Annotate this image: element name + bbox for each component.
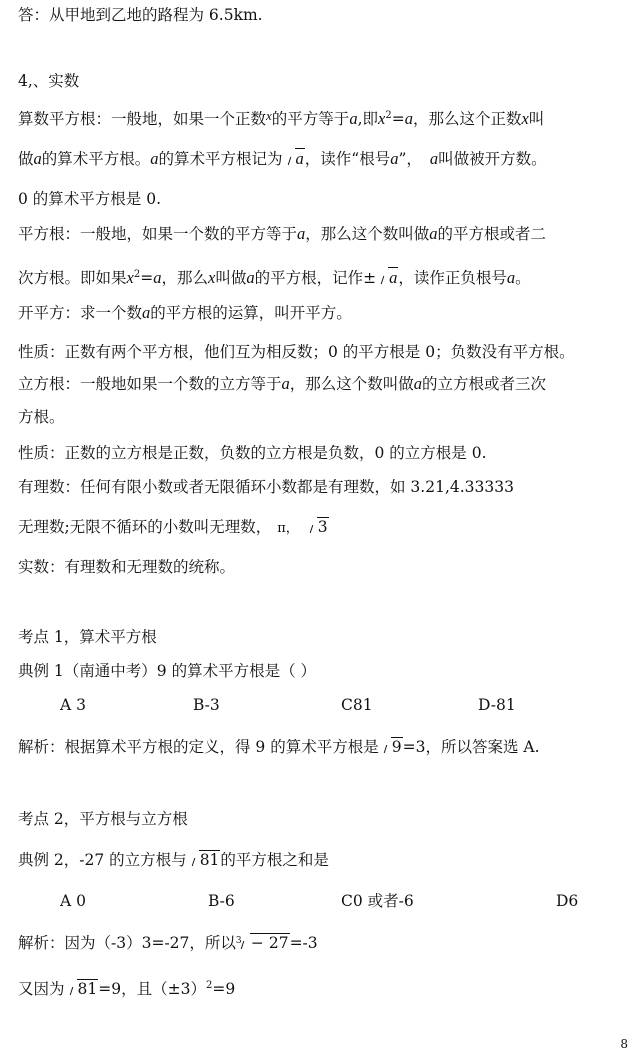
- var: a: [297, 224, 306, 243]
- text: 做: [18, 150, 34, 168]
- radicand: 81: [77, 980, 98, 998]
- var: x: [126, 268, 134, 287]
- text: =-3: [289, 934, 318, 952]
- example-1-option-a: A 3: [60, 696, 86, 714]
- sqrt-symbol: [285, 148, 305, 170]
- text: 平方根：一般地，如果一个数的平方等于: [18, 225, 298, 243]
- var: a: [413, 374, 423, 393]
- var: a: [150, 149, 159, 168]
- text: 立方根：一般地如果一个数的立方等于: [18, 375, 282, 393]
- definition-sqrt-line2: [18, 264, 531, 289]
- sqrt-property-line: 性质：正数有两个平方根，他们互为相反数；0 的平方根是 0；负数没有平方根。: [18, 343, 575, 361]
- root-index: 3: [235, 936, 242, 946]
- sqrt-symbol: [189, 849, 221, 871]
- var: a: [429, 224, 438, 243]
- sqrt-symbol: [67, 978, 99, 1000]
- text: 次方根。即如果: [18, 269, 127, 287]
- example-1-option-d: D-81: [478, 696, 516, 714]
- sqrt-symbol: [307, 516, 329, 538]
- var: x: [266, 108, 272, 123]
- text: ，读作正负根号: [398, 269, 507, 287]
- rational-definition-line: 有理数：任何有限小数或者无限循环小数都是有理数，如 3.21,4.33333: [18, 478, 514, 496]
- text: 叫做: [215, 269, 247, 287]
- text: ，那么: [161, 269, 208, 287]
- text: ，那么这个数叫做: [305, 225, 430, 243]
- definition-arith-sqrt-line2: [18, 148, 547, 170]
- example-2-option-b: B-6: [208, 892, 235, 910]
- example-1-analysis: [18, 736, 540, 758]
- example-1-option-b: B-3: [193, 696, 220, 714]
- text: 的算术平方根记为: [158, 150, 283, 168]
- var: a: [153, 268, 162, 287]
- text: 开平方：求一个数: [18, 304, 143, 322]
- text: ，那么这个正数: [412, 110, 522, 128]
- exponent: 2: [205, 980, 213, 991]
- cbrt-symbol: [235, 932, 290, 954]
- var: a: [506, 268, 516, 287]
- text: 的平方根，记作±: [254, 269, 377, 287]
- text: 的平方根或者二: [437, 225, 547, 243]
- var: a: [281, 374, 290, 393]
- radicand: 3: [317, 518, 328, 536]
- sqrt-symbol: [378, 267, 398, 289]
- sqrt-symbol: [381, 736, 403, 758]
- radicand: 81: [199, 851, 220, 869]
- var: a: [33, 149, 42, 168]
- text: ”，: [398, 150, 422, 168]
- exponent: 2: [133, 269, 141, 280]
- text: ,即: [357, 110, 378, 128]
- text: =9: [212, 980, 236, 998]
- text: =3，所以答案选 A.: [402, 738, 540, 756]
- text: 无理数;无限不循环的小数叫无理数，: [18, 518, 272, 536]
- example-2-option-a: A 0: [60, 892, 86, 910]
- topic-2-heading: 考点 2，平方根与立方根: [18, 810, 188, 828]
- text: 典例 2，-27 的立方根与: [18, 851, 187, 869]
- text: 解析：因为（-3）3=-27，所以: [18, 934, 236, 952]
- example-1-option-c: C81: [341, 696, 373, 714]
- text: 。: [515, 269, 531, 287]
- page-number: 8: [620, 1037, 628, 1051]
- text: ，那么这个数叫做: [289, 375, 414, 393]
- text: 的平方根之和是: [220, 851, 329, 869]
- var: a: [246, 268, 255, 287]
- extraction-definition-line: [18, 302, 352, 324]
- zero-sqrt-line: 0 的算术平方根是 0.: [18, 190, 162, 208]
- definition-arith-sqrt-line1: [18, 105, 544, 130]
- var: a: [349, 109, 358, 128]
- topic-1-heading: 考点 1，算术平方根: [18, 628, 157, 646]
- text: 算数平方根：一般地，如果一个正数: [18, 110, 267, 128]
- var: a: [429, 149, 439, 168]
- example-1-question: 典例 1（南通中考）9 的算术平方根是（ ）: [18, 662, 317, 680]
- radicand: a: [389, 268, 398, 287]
- text: 的平方等于: [271, 110, 350, 128]
- radicand: 9: [391, 738, 402, 756]
- var: x: [207, 268, 216, 287]
- section-heading-real-numbers: 4,、实数: [18, 72, 80, 90]
- example-2-option-c: C0 或者-6: [341, 892, 414, 910]
- text: 的平方根的运算，叫开平方。: [150, 304, 352, 322]
- example-2-question: [18, 849, 329, 871]
- var: x: [521, 109, 529, 128]
- definition-cbrt-line2: 方根。: [18, 408, 65, 426]
- text: 叫做被开方数。: [438, 150, 547, 168]
- text: ，读作“根号: [304, 150, 391, 168]
- text: 的立方根或者三次: [422, 375, 547, 393]
- definition-cbrt-line1: [18, 373, 546, 395]
- var: x: [378, 109, 386, 128]
- var: a: [390, 149, 399, 168]
- text: =: [391, 110, 405, 128]
- var: a: [404, 109, 413, 128]
- exponent: 2: [385, 110, 392, 121]
- var: a: [142, 303, 151, 322]
- text: 叫: [528, 110, 545, 128]
- answer-line: 答：从甲地到乙地的路程为 6.5km.: [18, 6, 263, 24]
- cbrt-property-line: 性质：正数的立方根是正数，负数的立方根是负数，0 的立方根是 0.: [18, 444, 487, 462]
- example-2-option-d: D6: [556, 892, 579, 910]
- radicand: − 27: [250, 934, 289, 952]
- text: =: [140, 269, 154, 287]
- text: 解析：根据算术平方根的定义，得 9 的算术平方根是: [18, 738, 379, 756]
- definition-sqrt-line1: [18, 223, 546, 245]
- text: 的算术平方根。: [41, 150, 151, 168]
- real-number-definition-line: 实数：有理数和无理数的统称。: [18, 558, 236, 576]
- text: 又因为: [18, 980, 65, 998]
- irrational-definition-line: [18, 516, 329, 540]
- text: =9，且（±3）: [98, 980, 206, 998]
- example-2-analysis-line2: [18, 975, 235, 1000]
- pi-symbol: π，: [277, 521, 299, 536]
- example-2-analysis-line1: [18, 932, 318, 954]
- radicand: a: [295, 149, 304, 168]
